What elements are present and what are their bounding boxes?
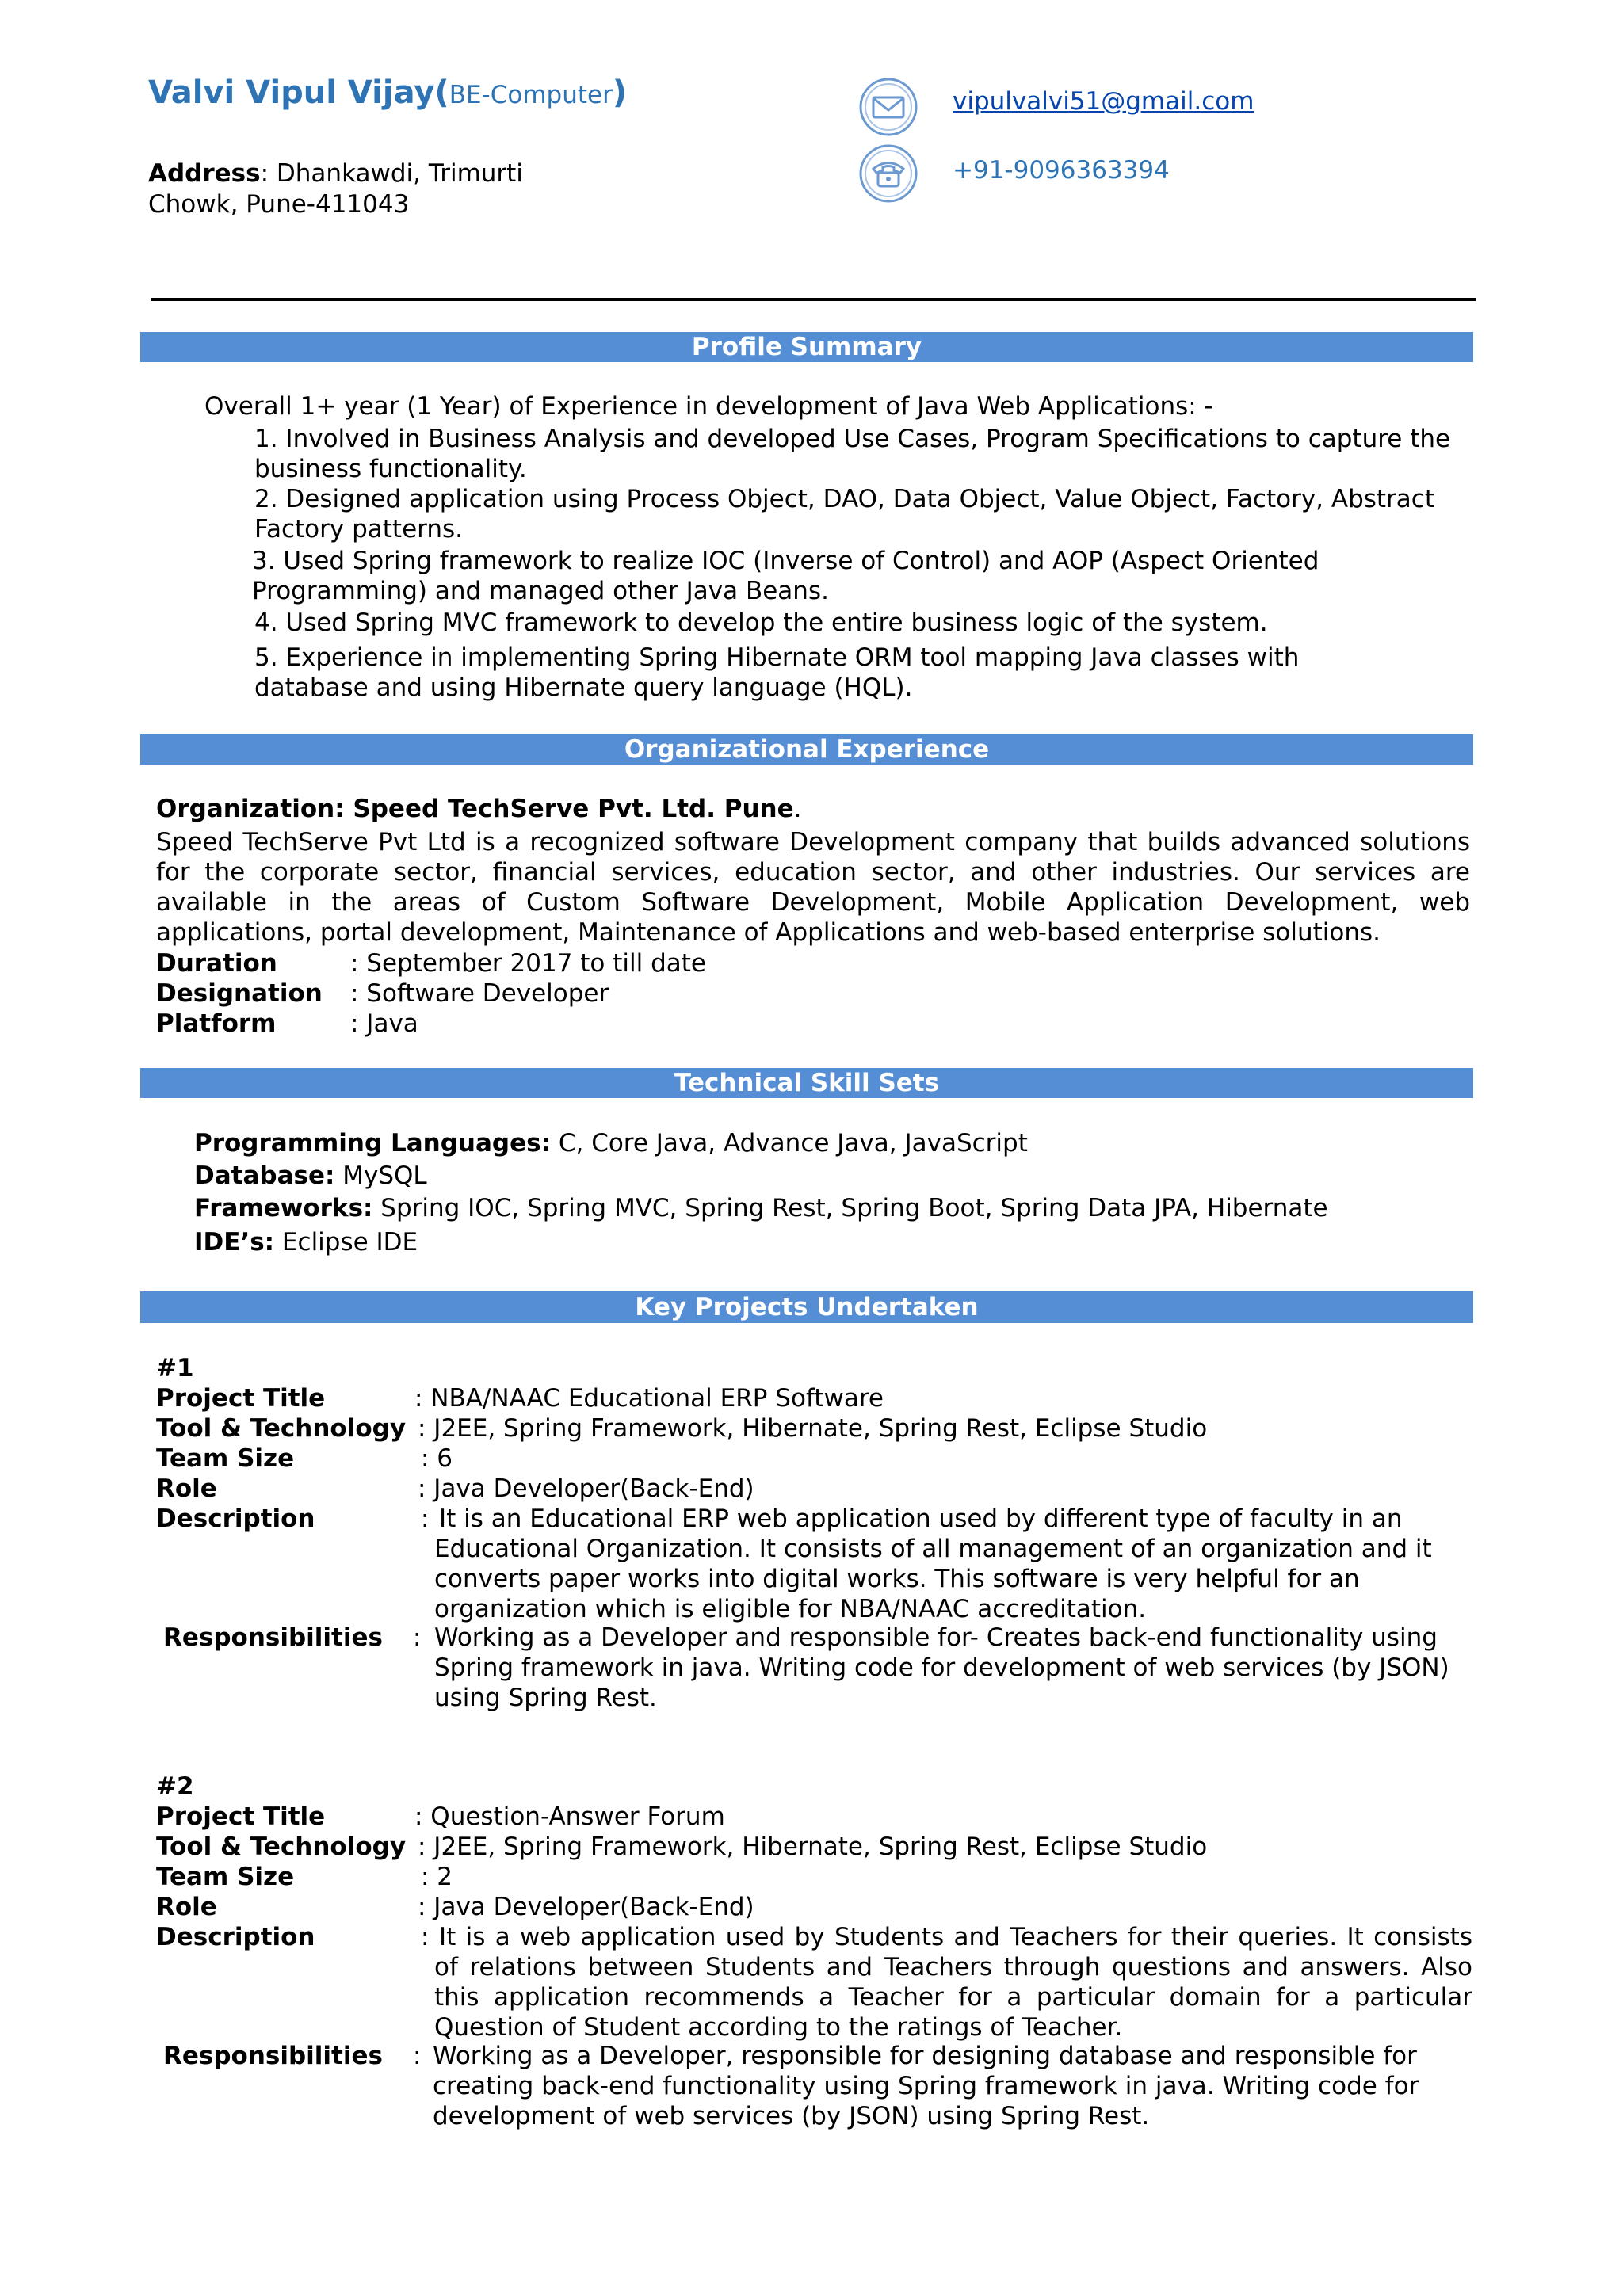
project-description-label: Description <box>156 1923 315 1951</box>
profile-point-5: 5. Experience in implementing Spring Hibernate ORM tool mapping Java classes with database and using Hibernate query language (HQL). <box>254 643 1300 702</box>
skill-value: Spring IOC, Spring MVC, Spring Rest, Spring Boot, Spring Data JPA, Hibernate <box>372 1194 1328 1222</box>
project-team-label: Team Size <box>156 1863 295 1891</box>
project-role-value: : Java Developer(Back-End) <box>418 1474 754 1503</box>
project-description-text: It is a web application used by Students and Teachers for their queries. It consists of relations between Students and Teachers through questions and answers. Also this application recommends a Teacher for a particular domain for a particular Question of Student according to the ratings of Teacher. <box>434 1923 1472 2042</box>
telephone-icon <box>857 143 919 204</box>
profile-intro: Overall 1+ year (1 Year) of Experience in development of Java Web Applications: - <box>204 392 1213 421</box>
project-responsibilities-colon: : <box>413 2042 422 2070</box>
project-title-label: Project Title <box>156 1384 326 1413</box>
project-tool-value: : J2EE, Spring Framework, Hibernate, Spring Rest, Eclipse Studio <box>418 1833 1208 1861</box>
organization-suffix: . <box>793 795 802 823</box>
project-number: #2 <box>156 1772 194 1801</box>
project-tool-label: Tool & Technology <box>156 1833 407 1861</box>
project-number: #1 <box>156 1354 194 1383</box>
duration-row <box>156 948 706 978</box>
platform-value: : Java <box>350 1009 418 1038</box>
skill-frameworks <box>194 1193 1328 1223</box>
project-role-label: Role <box>156 1893 217 1921</box>
address-label: Address <box>148 159 261 188</box>
project-team-row <box>156 1862 453 1892</box>
project-responsibilities-label: Responsibilities <box>163 2042 383 2070</box>
project-title-value: : NBA/NAAC Educational ERP Software <box>414 1384 884 1413</box>
phone-number: +91-9096363394 <box>953 156 1170 185</box>
skill-database <box>194 1161 427 1191</box>
skill-ide <box>194 1227 418 1257</box>
skill-label: Database: <box>194 1161 335 1190</box>
skill-label: Frameworks: <box>194 1194 373 1222</box>
project-responsibilities-colon: : <box>413 1623 422 1652</box>
project-title-label: Project Title <box>156 1802 326 1831</box>
degree-text: BE-Computer <box>449 81 613 109</box>
skill-value: Eclipse IDE <box>274 1228 418 1257</box>
project-description-text: It is an Educational ERP web application used by different type of faculty in an Educational Organization. It consists of all management of an organization and it converts paper works into digital works. This software is very helpful for an organization which is eligible for NBA/NAAC accreditation. <box>434 1505 1432 1623</box>
skill-value: MySQL <box>334 1161 427 1190</box>
address-text: Dhankawdi, Trimurti Chowk, Pune-411043 <box>148 159 523 219</box>
project-description-row <box>156 1922 429 1952</box>
profile-point-4: 4. Used Spring MVC framework to develop the entire business logic of the system. <box>254 608 1268 637</box>
project-role-row <box>156 1892 754 1922</box>
section-header-projects: Key Projects Undertaken <box>140 1291 1473 1323</box>
project-description-colon: : <box>421 1505 430 1533</box>
skill-label: IDE’s: <box>194 1228 275 1257</box>
address-block: Address: Dhankawdi, Trimurti Chowk, Pune-411043 <box>148 159 523 219</box>
project-team-value: : 6 <box>421 1444 453 1473</box>
project-team-value: : 2 <box>421 1863 453 1891</box>
platform-row <box>156 1009 418 1039</box>
organization-label: Organization: Speed TechServe Pvt. Ltd. Pune <box>156 795 794 823</box>
project-description-row <box>156 1504 429 1534</box>
section-header-experience: Organizational Experience <box>140 734 1473 765</box>
duration-label: Duration <box>156 949 277 978</box>
designation-row <box>156 978 609 1009</box>
project-title-row <box>156 1383 884 1413</box>
project-role-label: Role <box>156 1474 217 1503</box>
section-header-skills: Technical Skill Sets <box>140 1068 1473 1098</box>
project-tool-row <box>156 1413 1207 1444</box>
project-description-colon: : <box>421 1923 430 1951</box>
project-team-label: Team Size <box>156 1444 295 1473</box>
duration-value: : September 2017 to till date <box>350 949 706 978</box>
header-divider <box>151 298 1476 301</box>
project-description-label: Description <box>156 1505 315 1533</box>
project-team-row <box>156 1444 453 1474</box>
profile-point-3: 3. Used Spring framework to realize IOC (Inverse of Control) and AOP (Aspect Oriented Programming) and managed other Java Beans. <box>252 547 1319 605</box>
profile-point-2: 2. Designed application using Process Object, DAO, Data Object, Value Object, Factory, Abstract Factory patterns. <box>254 485 1434 543</box>
project-tool-value: : J2EE, Spring Framework, Hibernate, Spring Rest, Eclipse Studio <box>418 1414 1208 1443</box>
skill-value: C, Core Java, Advance Java, JavaScript <box>550 1129 1028 1158</box>
section-header-profile: Profile Summary <box>140 332 1473 362</box>
project-title-value: : Question-Answer Forum <box>414 1802 725 1831</box>
skill-programming <box>194 1128 1028 1158</box>
candidate-name: Valvi Vipul Vijay(BE-Computer) <box>148 74 628 111</box>
platform-label: Platform <box>156 1009 277 1038</box>
project-responsibilities-row <box>163 1623 421 1653</box>
project-title-row <box>156 1802 725 1832</box>
project-role-row <box>156 1474 754 1504</box>
name-text: Valvi Vipul Vijay <box>148 74 435 111</box>
project-responsibilities-text: Working as a Developer and responsible for- Creates back-end functionality using Spring framework in java. Writing code for development of web services (by JSON) using Spring Rest. <box>434 1623 1449 1712</box>
organization-description: Speed TechServe Pvt Ltd is a recognized software Development company that builds advanced solutions for the corporate sector, financial services, education sector, and other industries. Our services are available in the areas of Custom Software Development, Mobile Application Development, web applications, portal development, Maintenance of Applications and web-based enterprise solutions. <box>156 828 1470 947</box>
project-tool-row <box>156 1832 1207 1862</box>
project-responsibilities-label: Responsibilities <box>163 1623 383 1652</box>
project-responsibilities-row <box>163 2041 421 2071</box>
designation-label: Designation <box>156 979 323 1008</box>
organization-name <box>156 794 802 824</box>
email-link[interactable]: vipulvalvi51@gmail.com <box>953 87 1254 116</box>
project-tool-label: Tool & Technology <box>156 1414 407 1443</box>
designation-value: : Software Developer <box>350 979 609 1008</box>
project-role-value: : Java Developer(Back-End) <box>418 1893 754 1921</box>
profile-point-1: 1. Involved in Business Analysis and developed Use Cases, Program Specifications to capture the business functionality. <box>254 425 1451 483</box>
envelope-icon <box>857 76 919 138</box>
project-responsibilities-text: Working as a Developer, responsible for designing database and responsible for creating back-end functionality using Spring framework in java. Writing code for development of web services (by JSON) using Spring Rest. <box>433 2042 1419 2130</box>
skill-label: Programming Languages: <box>194 1129 551 1158</box>
